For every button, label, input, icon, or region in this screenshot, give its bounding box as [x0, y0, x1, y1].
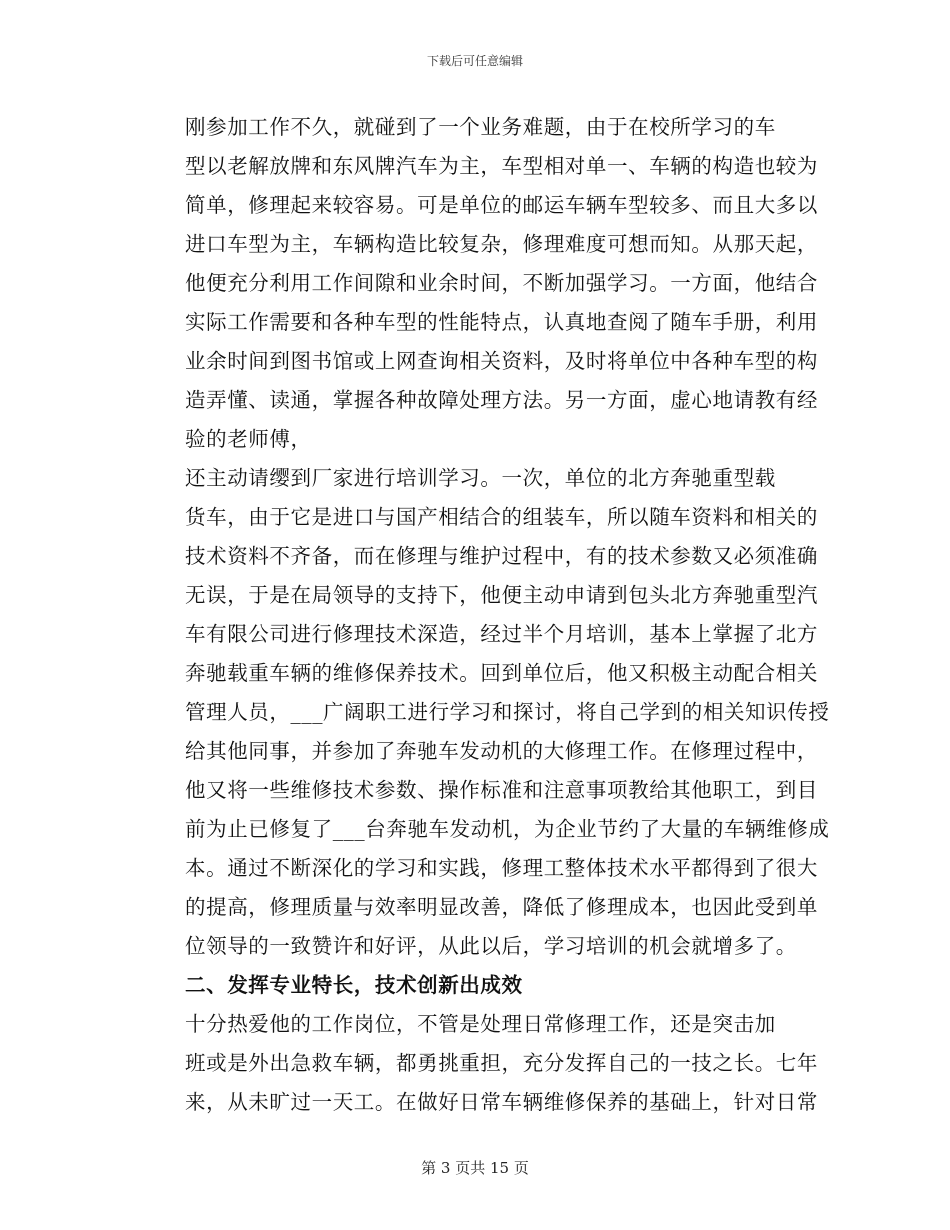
text-line: 的提高，修理质量与效率明显改善，降低了修理成本，也因此受到单 [185, 895, 818, 919]
text-line: 给其他同事，并参加了奔驰车发动机的大修理工作。在修理过程中， [185, 739, 818, 763]
page-header: 下载后可任意编辑 [426, 54, 523, 68]
text-line: 型以老解放牌和东风牌汽车为主，车型相对单一、车辆的构造也较为 [185, 154, 818, 178]
paragraph-3 [144, 1005, 818, 1122]
text-line: 十分热爱他的工作岗位，不管是处理日常修理工作，还是突击加 [185, 1012, 776, 1036]
text-line: 业余时间到图书馆或上网查询相关资料，及时将单位中各种车型的构 [185, 349, 818, 373]
page-footer: 第 3 页共 15 页 [421, 1159, 529, 1177]
text-line: 刚参加工作不久，就碰到了一个业务难题，由于在校所学习的车 [185, 115, 776, 139]
text-line: 来，从未旷过一天工。在做好日常车辆维修保养的基础上，针对日常 [185, 1090, 818, 1114]
text-line: 班或是外出急救车辆，都勇挑重担，充分发挥自己的一技之长。七年 [185, 1051, 818, 1075]
section-heading: 二、发挥专业特长，技术创新出成效 [185, 973, 523, 997]
paragraph-1 [144, 108, 818, 459]
text-line: 无误，于是在局领导的支持下，他便主动申请到包头北方奔驰重型汽 [185, 583, 818, 607]
text-line: 位领导的一致赞许和好评，从此以后，学习培训的机会就增多了。 [185, 934, 797, 958]
document-body [144, 108, 830, 1122]
text-line: 货车，由于它是进口与国产相结合的组装车，所以随车资料和相关的 [185, 505, 818, 529]
text-line: 他又将一些维修技术参数、操作标准和注意事项教给其他职工，到目 [185, 778, 818, 802]
text-line: 还主动请缨到厂家进行培训学习。一次，单位的北方奔驰重型载 [185, 466, 776, 490]
text-line: 车有限公司进行修理技术深造，经过半个月培训，基本上掌握了北方 [185, 622, 818, 646]
text-line: 奔驰载重车辆的维修保养技术。回到单位后，他又积极主动配合相关 [185, 661, 818, 685]
paragraph-2 [144, 459, 830, 966]
text-line: 实际工作需要和各种车型的性能特点，认真地查阅了随车手册，利用 [185, 310, 818, 334]
text-line: 进口车型为主，车辆构造比较复杂，修理难度可想而知。从那天起， [185, 232, 818, 256]
text-line: 他便充分利用工作间隙和业余时间，不断加强学习。一方面，他结合 [185, 271, 818, 295]
text-line: 管理人员，___广阔职工进行学习和探讨，将自己学到的相关知识传授 [185, 700, 830, 724]
text-line: 技术资料不齐备，而在修理与维护过程中，有的技术参数又必须准确 [185, 544, 818, 568]
text-line: 验的老师傅， [185, 427, 312, 451]
text-line: 前为止已修复了___台奔驰车发动机，为企业节约了大量的车辆维修成 [185, 817, 830, 841]
text-line: 造弄懂、读通，掌握各种故障处理方法。另一方面，虚心地请教有经 [185, 388, 818, 412]
text-line: 简单，修理起来较容易。可是单位的邮运车辆车型较多、而且大多以 [185, 193, 818, 217]
text-line: 本。通过不断深化的学习和实践，修理工整体技术水平都得到了很大 [185, 856, 818, 880]
